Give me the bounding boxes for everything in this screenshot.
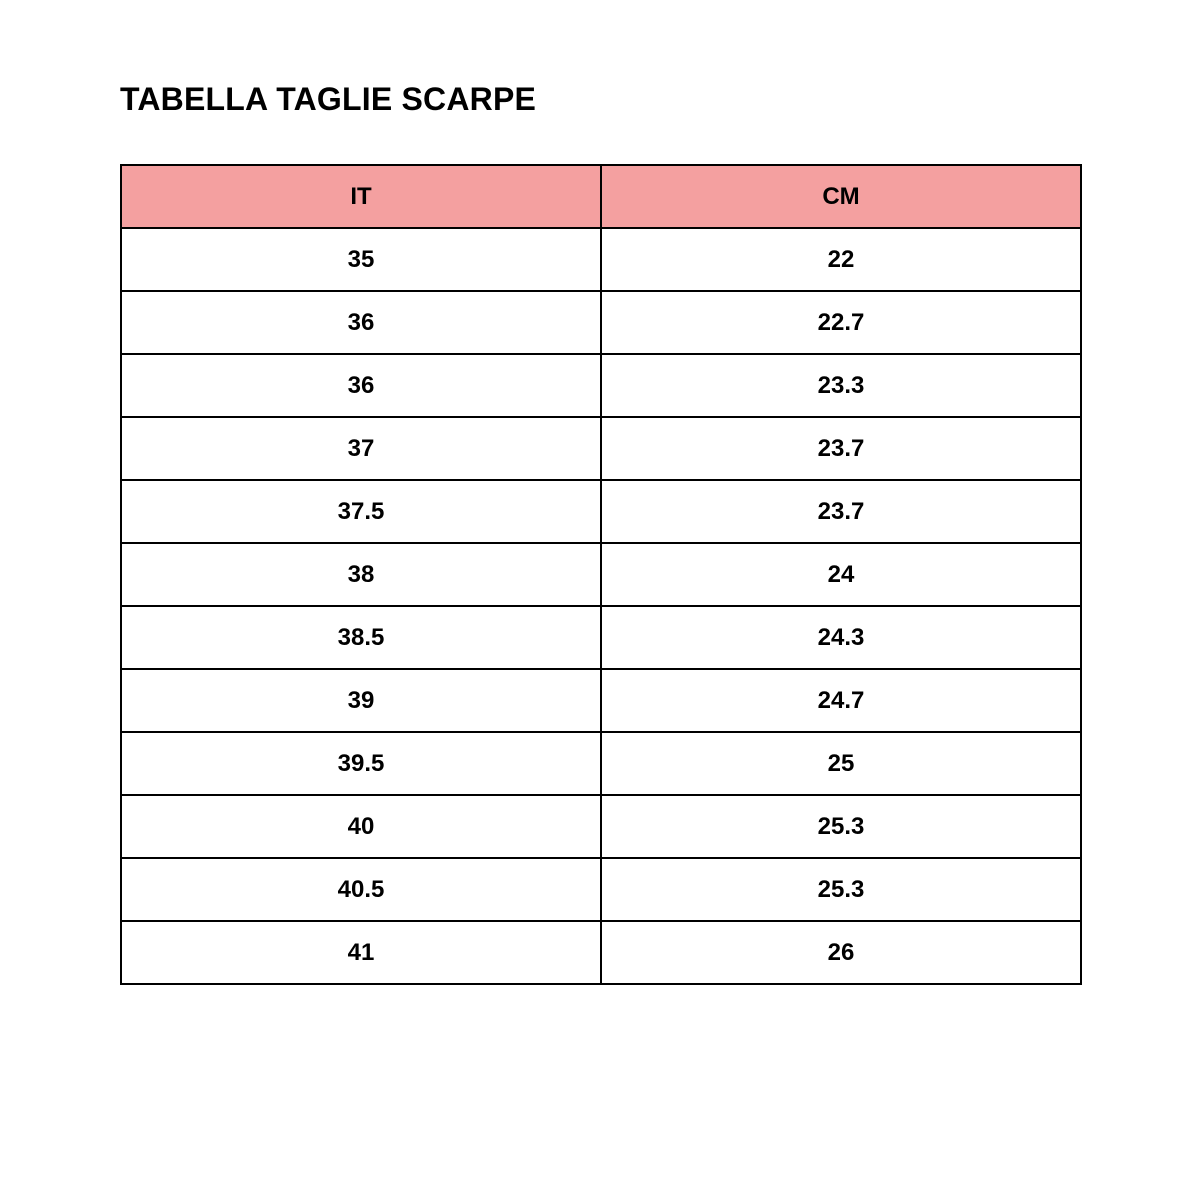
table-header-row xyxy=(121,165,1081,228)
cell-it: 41 xyxy=(121,921,601,984)
table-row xyxy=(121,921,1081,984)
table-row xyxy=(121,669,1081,732)
table-row xyxy=(121,606,1081,669)
cell-cm: 22.7 xyxy=(601,291,1081,354)
cell-cm: 23.7 xyxy=(601,417,1081,480)
table-row xyxy=(121,354,1081,417)
table-row xyxy=(121,480,1081,543)
cell-cm: 22 xyxy=(601,228,1081,291)
size-table xyxy=(120,164,1082,985)
cell-it: 38.5 xyxy=(121,606,601,669)
cell-cm: 25 xyxy=(601,732,1081,795)
cell-cm: 26 xyxy=(601,921,1081,984)
cell-cm: 24.7 xyxy=(601,669,1081,732)
table-row xyxy=(121,291,1081,354)
cell-cm: 25.3 xyxy=(601,858,1081,921)
cell-it: 35 xyxy=(121,228,601,291)
cell-it: 40.5 xyxy=(121,858,601,921)
page-title: TABELLA TAGLIE SCARPE xyxy=(120,81,537,117)
cell-it: 40 xyxy=(121,795,601,858)
cell-cm: 25.3 xyxy=(601,795,1081,858)
table-row xyxy=(121,732,1081,795)
cell-cm: 23.7 xyxy=(601,480,1081,543)
cell-it: 39.5 xyxy=(121,732,601,795)
cell-cm: 24 xyxy=(601,543,1081,606)
cell-it: 38 xyxy=(121,543,601,606)
cell-cm: 23.3 xyxy=(601,354,1081,417)
table-row xyxy=(121,858,1081,921)
cell-it: 36 xyxy=(121,354,601,417)
cell-it: 37 xyxy=(121,417,601,480)
cell-it: 37.5 xyxy=(121,480,601,543)
table-row xyxy=(121,543,1081,606)
column-header-cm: CM xyxy=(601,165,1081,228)
cell-it: 36 xyxy=(121,291,601,354)
cell-it: 39 xyxy=(121,669,601,732)
column-header-it: IT xyxy=(121,165,601,228)
table-row xyxy=(121,417,1081,480)
cell-cm: 24.3 xyxy=(601,606,1081,669)
table-row xyxy=(121,228,1081,291)
table-row xyxy=(121,795,1081,858)
